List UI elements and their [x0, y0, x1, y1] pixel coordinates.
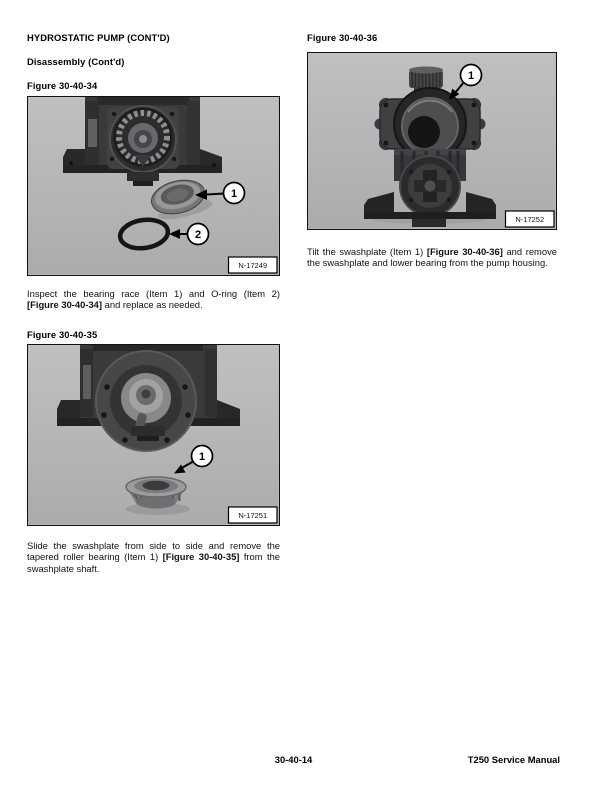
instruction-paragraph-inspect: [27, 288, 280, 311]
pump-housing: [63, 97, 222, 186]
page-footer: [27, 754, 560, 766]
paragraph-text: and remove the swashplate and lower bearing from the pump housing.: [307, 246, 557, 269]
figure-30-40-36-photo: [307, 52, 557, 230]
paragraph-text: from the swashplate shaft.: [27, 551, 280, 574]
callout-1-number: 1: [467, 70, 475, 82]
instruction-paragraph-slide: [27, 540, 280, 574]
photo-id-label: N-17252: [515, 215, 545, 224]
pump-tapered-bearing-illustration: [28, 345, 278, 524]
footer-page-number: 30-40-14: [274, 754, 313, 765]
figure-label-30-40-35: Figure 30-40-35: [27, 329, 98, 340]
paragraph-text: Inspect the bearing race (Item 1) and O-ring (Item 2): [27, 288, 280, 299]
figure-label-30-40-36: Figure 30-40-36: [307, 32, 378, 43]
section-heading: Disassembly (Cont'd): [27, 56, 125, 67]
callout-2-number: 2: [194, 229, 202, 241]
pump-swashplate-illustration: [308, 53, 555, 228]
callout-1-number: 1: [198, 451, 206, 463]
figure-reference: [Figure 30-40-36]: [426, 246, 503, 257]
figure-reference: [Figure 30-40-35]: [162, 551, 240, 563]
figure-label-30-40-34: Figure 30-40-34: [27, 80, 98, 91]
callout-1-number: 1: [230, 188, 238, 200]
footer-manual-title: T250 Service Manual: [467, 754, 560, 765]
paragraph-text: Tilt the swashplate (Item 1): [307, 246, 427, 257]
paragraph-text: and replace as needed.: [102, 299, 203, 311]
photo-id-label: N-17251: [238, 511, 268, 520]
photo-id-box: [506, 211, 555, 227]
instruction-paragraph-tilt: [307, 246, 557, 269]
photo-id-label: N-17249: [238, 261, 268, 270]
photo-id-box: [229, 257, 278, 273]
figure-30-40-35-photo: [27, 344, 280, 526]
figure-30-40-34-photo: [27, 96, 280, 276]
paragraph-text: Slide the swashplate from side to side and remove the tapered roller bearing (Item 1): [27, 540, 280, 563]
page-title: HYDROSTATIC PUMP (CONT'D): [27, 32, 170, 43]
photo-id-box: [229, 507, 278, 523]
tapered-roller-bearing: [126, 477, 190, 515]
figure-reference: [Figure 30-40-34]: [27, 299, 103, 311]
pump-bearing-race-illustration: [28, 97, 278, 274]
